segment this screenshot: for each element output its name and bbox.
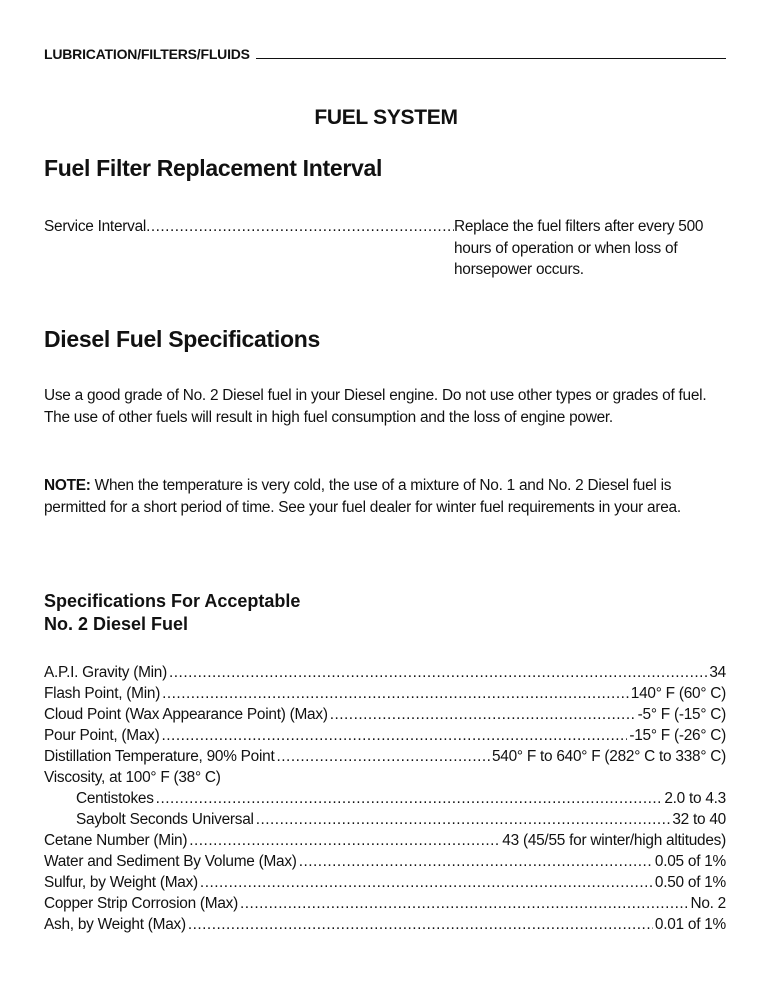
spec-table [44, 662, 726, 935]
service-interval-label: Service Interval [44, 218, 147, 235]
spec-value: -5° F (-15° C) [637, 706, 726, 723]
specs-heading-line1: Specifications For Acceptable [44, 591, 301, 611]
spec-value: 140° F (60° C) [630, 685, 726, 702]
spec-label: Ash, by Weight (Max) [44, 916, 186, 933]
specs-heading [44, 590, 300, 636]
spec-value: 43 (45/55 for winter/high altitudes) [502, 832, 726, 849]
section-heading-filter-interval: Fuel Filter Replacement Interval [44, 155, 383, 181]
spec-row [44, 872, 726, 893]
spec-row [44, 704, 726, 725]
spec-value: 32 to 40 [672, 811, 726, 828]
spec-label: Centistokes [76, 790, 154, 807]
spec-label: Viscosity, at 100° F (38° C) [44, 769, 221, 786]
page-title: FUEL SYSTEM [314, 106, 458, 129]
header-rule [256, 58, 726, 59]
spec-label: Copper Strip Corrosion (Max) [44, 895, 238, 912]
running-header-text: LUBRICATION/FILTERS/FLUIDS [44, 46, 250, 62]
spec-value: 0.50 of 1% [654, 874, 726, 891]
spec-row [44, 788, 726, 809]
leader-dots [299, 851, 653, 872]
leader-dots [162, 683, 629, 704]
spec-label: Cetane Number (Min) [44, 832, 188, 849]
leader-dots [240, 893, 688, 914]
spec-label: Flash Point, (Min) [44, 685, 161, 702]
spec-label: Sulfur, by Weight (Max) [44, 874, 198, 891]
spec-label: Cloud Point (Wax Appearance Point) (Max) [44, 706, 328, 723]
spec-row [44, 809, 726, 830]
leader-dots [256, 809, 671, 830]
spec-row [44, 683, 726, 704]
spec-row [44, 830, 726, 851]
diesel-fuel-paragraph: Use a good grade of No. 2 Diesel fuel in your Diesel engine. Do not use other types or grades of fuel. The use of other fuels will result in high fuel consumption and the loss of engine power. [44, 387, 707, 426]
specs-heading-line2: No. 2 Diesel Fuel [44, 614, 189, 634]
note-text: When the temperature is very cold, the use of a mixture of No. 1 and No. 2 Diesel fuel is permitted for a short period of time. See your fuel dealer for winter fuel requirements in your area. [44, 477, 681, 516]
service-interval-value: Replace the fuel filters after every 500 hours of operation or when loss of horsepower occurs. [454, 218, 704, 278]
spec-value: -15° F (-26° C) [629, 727, 726, 744]
spec-label: Distillation Temperature, 90% Point [44, 748, 275, 765]
leader-dots [330, 704, 636, 725]
leader-dots [200, 872, 653, 893]
spec-label: Saybolt Seconds Universal [76, 811, 254, 828]
spec-row [44, 893, 726, 914]
spec-label: A.P.I. Gravity (Min) [44, 664, 167, 681]
spec-row [44, 725, 726, 746]
spec-value: 2.0 to 4.3 [664, 790, 726, 807]
note-label: NOTE: [44, 477, 91, 494]
leader-dots [188, 914, 653, 935]
note-paragraph [44, 475, 728, 518]
spec-label: Water and Sediment By Volume (Max) [44, 853, 297, 870]
leader-dots [277, 746, 490, 767]
section-heading-diesel-specs: Diesel Fuel Specifications [44, 326, 320, 352]
spec-value: 0.05 of 1% [654, 853, 726, 870]
running-header [44, 46, 726, 62]
spec-row-viscosity-heading [44, 767, 726, 788]
spec-row [44, 746, 726, 767]
leader-dots [146, 216, 454, 238]
spec-row [44, 914, 726, 935]
spec-value: 0.01 of 1% [654, 916, 726, 933]
leader-dots [169, 662, 707, 683]
spec-row [44, 851, 726, 872]
leader-dots [189, 830, 500, 851]
spec-value: No. 2 [690, 895, 726, 912]
spec-value: 540° F to 640° F (282° C to 338° C) [491, 748, 726, 765]
leader-dots [156, 788, 663, 809]
spec-value: 34 [709, 664, 726, 681]
spec-row [44, 662, 726, 683]
spec-label: Pour Point, (Max) [44, 727, 160, 744]
leader-dots [162, 725, 628, 746]
